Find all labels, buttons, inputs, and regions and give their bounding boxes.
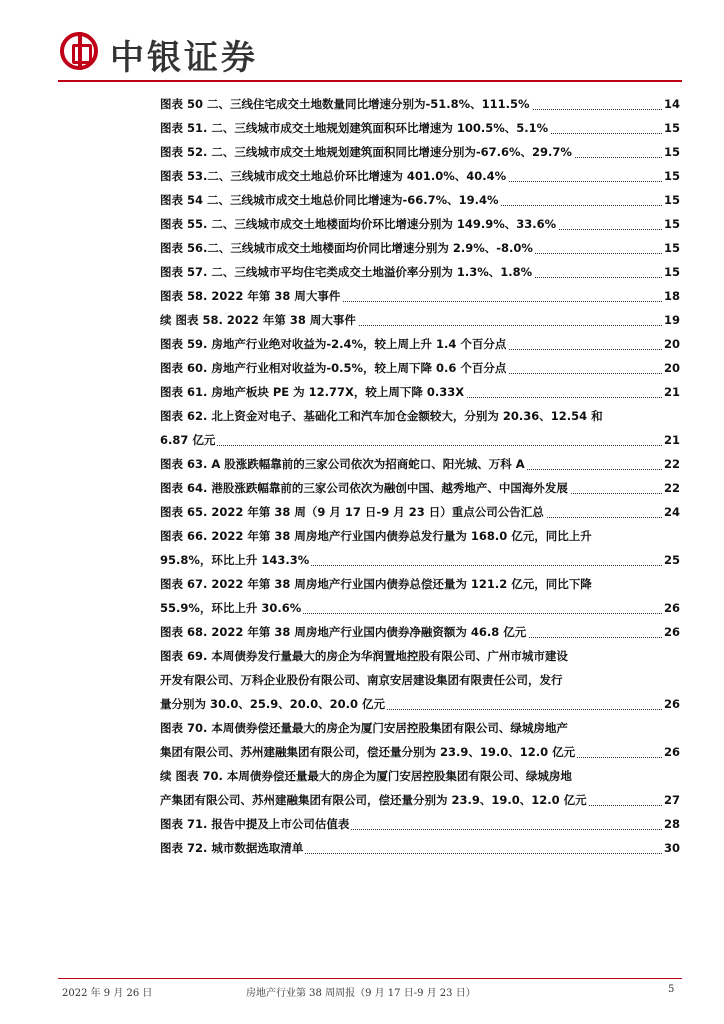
toc-entry[interactable] [160,812,680,836]
toc-entry[interactable] [160,308,680,332]
toc-page-number: 22 [662,452,680,476]
toc-entry[interactable] [160,428,680,452]
toc-entry-text: 图表 51. 二、三线城市成交土地规划建筑面积环比增速为 100.5%、5.1% [160,121,549,135]
header-divider [58,80,682,82]
footer-report-title: 房地产行业第 38 周周报（9 月 17 日-9 月 23 日） [246,988,476,999]
toc-page-number: 25 [662,548,680,572]
footer-date: 2022 年 9 月 26 日 [62,988,153,999]
toc-entry-text: 图表 68. 2022 年第 38 周房地产行业国内债券净融资额为 46.8 亿元 [160,625,527,639]
toc-entry-text: 55.9%，环比上升 30.6% [160,601,302,615]
toc-entry[interactable] [160,740,680,764]
toc-page-number: 19 [662,308,680,332]
toc-page-number: 26 [662,596,680,620]
toc-entry[interactable] [160,764,680,788]
toc-entry-text: 图表 56.二、三线城市成交土地楼面均价同比增速分别为 2.9%、-8.0% [160,241,533,255]
toc-entry-text: 图表 60. 房地产行业相对收益为-0.5%，较上周下降 0.6 个百分点 [160,361,507,375]
toc-entry[interactable] [160,644,680,668]
toc-entry[interactable] [160,92,680,116]
toc-page-number: 15 [662,260,680,284]
toc-page-number: 15 [662,164,680,188]
toc-entry[interactable] [160,788,680,812]
toc-entry-text: 图表 63. A 股涨跌幅靠前的三家公司依次为招商蛇口、阳光城、万科 A [160,457,525,471]
toc-entry[interactable] [160,380,680,404]
toc-entry[interactable] [160,212,680,236]
toc-entry-text: 开发有限公司、万科企业股份有限公司、南京安居建设集团有限责任公司，发行 [160,673,563,687]
footer-page-number: 5 [668,984,675,995]
toc-entry-text: 图表 62. 北上资金对电子、基础化工和汽车加仓金额较大，分别为 20.36、12.54 和 [160,409,603,423]
toc-entry-text: 图表 69. 本周债券发行量最大的房企为华润置地控股有限公司、广州市城市建设 [160,649,568,663]
toc-entry[interactable] [160,116,680,140]
toc-entry-text: 图表 64. 港股涨跌幅靠前的三家公司依次为融创中国、越秀地产、中国海外发展 [160,481,568,495]
toc-page-number: 24 [662,500,680,524]
footer-divider [58,978,682,979]
toc-entry[interactable] [160,620,680,644]
toc-entry[interactable] [160,476,680,500]
toc-entry[interactable] [160,404,680,428]
toc-entry-text: 集团有限公司、苏州建融集团有限公司，偿还量分别为 23.9、19.0、12.0 亿元 [160,745,576,759]
toc-page-number: 28 [662,812,680,836]
toc-page-number: 20 [662,356,680,380]
toc-entry-text: 图表 65. 2022 年第 38 周（9 月 17 日-9 月 23 日）重点公司公告汇总 [160,505,544,519]
toc-page-number: 15 [662,188,680,212]
toc-page-number: 15 [662,236,680,260]
toc-page-number: 15 [662,212,680,236]
toc-page-number: 27 [662,788,680,812]
toc-entry[interactable] [160,260,680,284]
toc-entry[interactable] [160,692,680,716]
bank-logo-icon [60,32,98,70]
toc-page-number: 14 [662,92,680,116]
toc-entry-text: 95.8%，环比上升 143.3% [160,553,310,567]
table-of-figures [160,92,680,860]
toc-entry[interactable] [160,284,680,308]
toc-page-number: 15 [662,116,680,140]
page-header [0,0,724,90]
toc-entry[interactable] [160,140,680,164]
toc-entry-text: 图表 57. 二、三线城市平均住宅类成交土地溢价率分别为 1.3%、1.8% [160,265,533,279]
toc-entry-text: 图表 55. 二、三线城市成交土地楼面均价环比增速分别为 149.9%、33.6% [160,217,557,231]
toc-entry[interactable] [160,716,680,740]
toc-page-number: 21 [662,428,680,452]
toc-page-number: 20 [662,332,680,356]
toc-entry-text: 图表 59. 房地产行业绝对收益为-2.4%，较上周上升 1.4 个百分点 [160,337,507,351]
toc-page-number: 18 [662,284,680,308]
toc-entry-text: 图表 54 二、三线城市成交土地总价同比增速为-66.7%、19.4% [160,193,499,207]
toc-entry[interactable] [160,332,680,356]
toc-entry-text: 图表 52. 二、三线城市成交土地规划建筑面积同比增速分别为-67.6%、29.7% [160,145,572,159]
toc-entry[interactable] [160,236,680,260]
toc-entry-text: 图表 53.二、三线城市成交土地总价环比增速为 401.0%、40.4% [160,169,507,183]
toc-entry-text: 图表 70. 本周债券偿还量最大的房企为厦门安居控股集团有限公司、绿城房地产 [160,721,568,735]
toc-entry[interactable] [160,572,680,596]
toc-page-number: 26 [662,620,680,644]
toc-entry[interactable] [160,836,680,860]
toc-page-number: 15 [662,140,680,164]
toc-entry[interactable] [160,548,680,572]
toc-entry-text: 产集团有限公司、苏州建融集团有限公司，偿还量分别为 23.9、19.0、12.0 亿元 [160,793,587,807]
toc-entry-text: 续 图表 70. 本周债券偿还量最大的房企为厦门安居控股集团有限公司、绿城房地 [160,769,572,783]
toc-page-number: 30 [662,836,680,860]
toc-leader-dots [160,445,680,446]
toc-entry[interactable] [160,164,680,188]
toc-entry[interactable] [160,356,680,380]
toc-page-number: 21 [662,380,680,404]
brand-name: 中银证券 [110,38,258,78]
toc-page-number: 26 [662,740,680,764]
toc-page-number: 26 [662,692,680,716]
toc-entry-text: 图表 67. 2022 年第 38 周房地产行业国内债券总偿还量为 121.2 亿元，同比下降 [160,577,592,591]
toc-entry[interactable] [160,452,680,476]
toc-entry-text: 图表 58. 2022 年第 38 周大事件 [160,289,341,303]
toc-entry[interactable] [160,188,680,212]
toc-entry-text: 6.87 亿元 [160,433,216,447]
toc-entry[interactable] [160,500,680,524]
toc-entry-text: 量分别为 30.0、25.9、20.0、20.0 亿元 [160,697,386,711]
toc-entry-text: 图表 61. 房地产板块 PE 为 12.77X，较上周下降 0.33X [160,385,465,399]
toc-page-number: 22 [662,476,680,500]
toc-entry[interactable] [160,596,680,620]
toc-entry-text: 图表 50 二、三线住宅成交土地数量同比增速分别为-51.8%、111.5% [160,97,530,111]
toc-entry-text: 图表 66. 2022 年第 38 周房地产行业国内债券总发行量为 168.0 亿元，同比上升 [160,529,592,543]
toc-entry[interactable] [160,668,680,692]
toc-entry-text: 图表 72. 城市数据选取清单 [160,841,304,855]
toc-entry[interactable] [160,524,680,548]
toc-entry-text: 图表 71. 报告中提及上市公司估值表 [160,817,350,831]
toc-entry-text: 续 图表 58. 2022 年第 38 周大事件 [160,313,356,327]
